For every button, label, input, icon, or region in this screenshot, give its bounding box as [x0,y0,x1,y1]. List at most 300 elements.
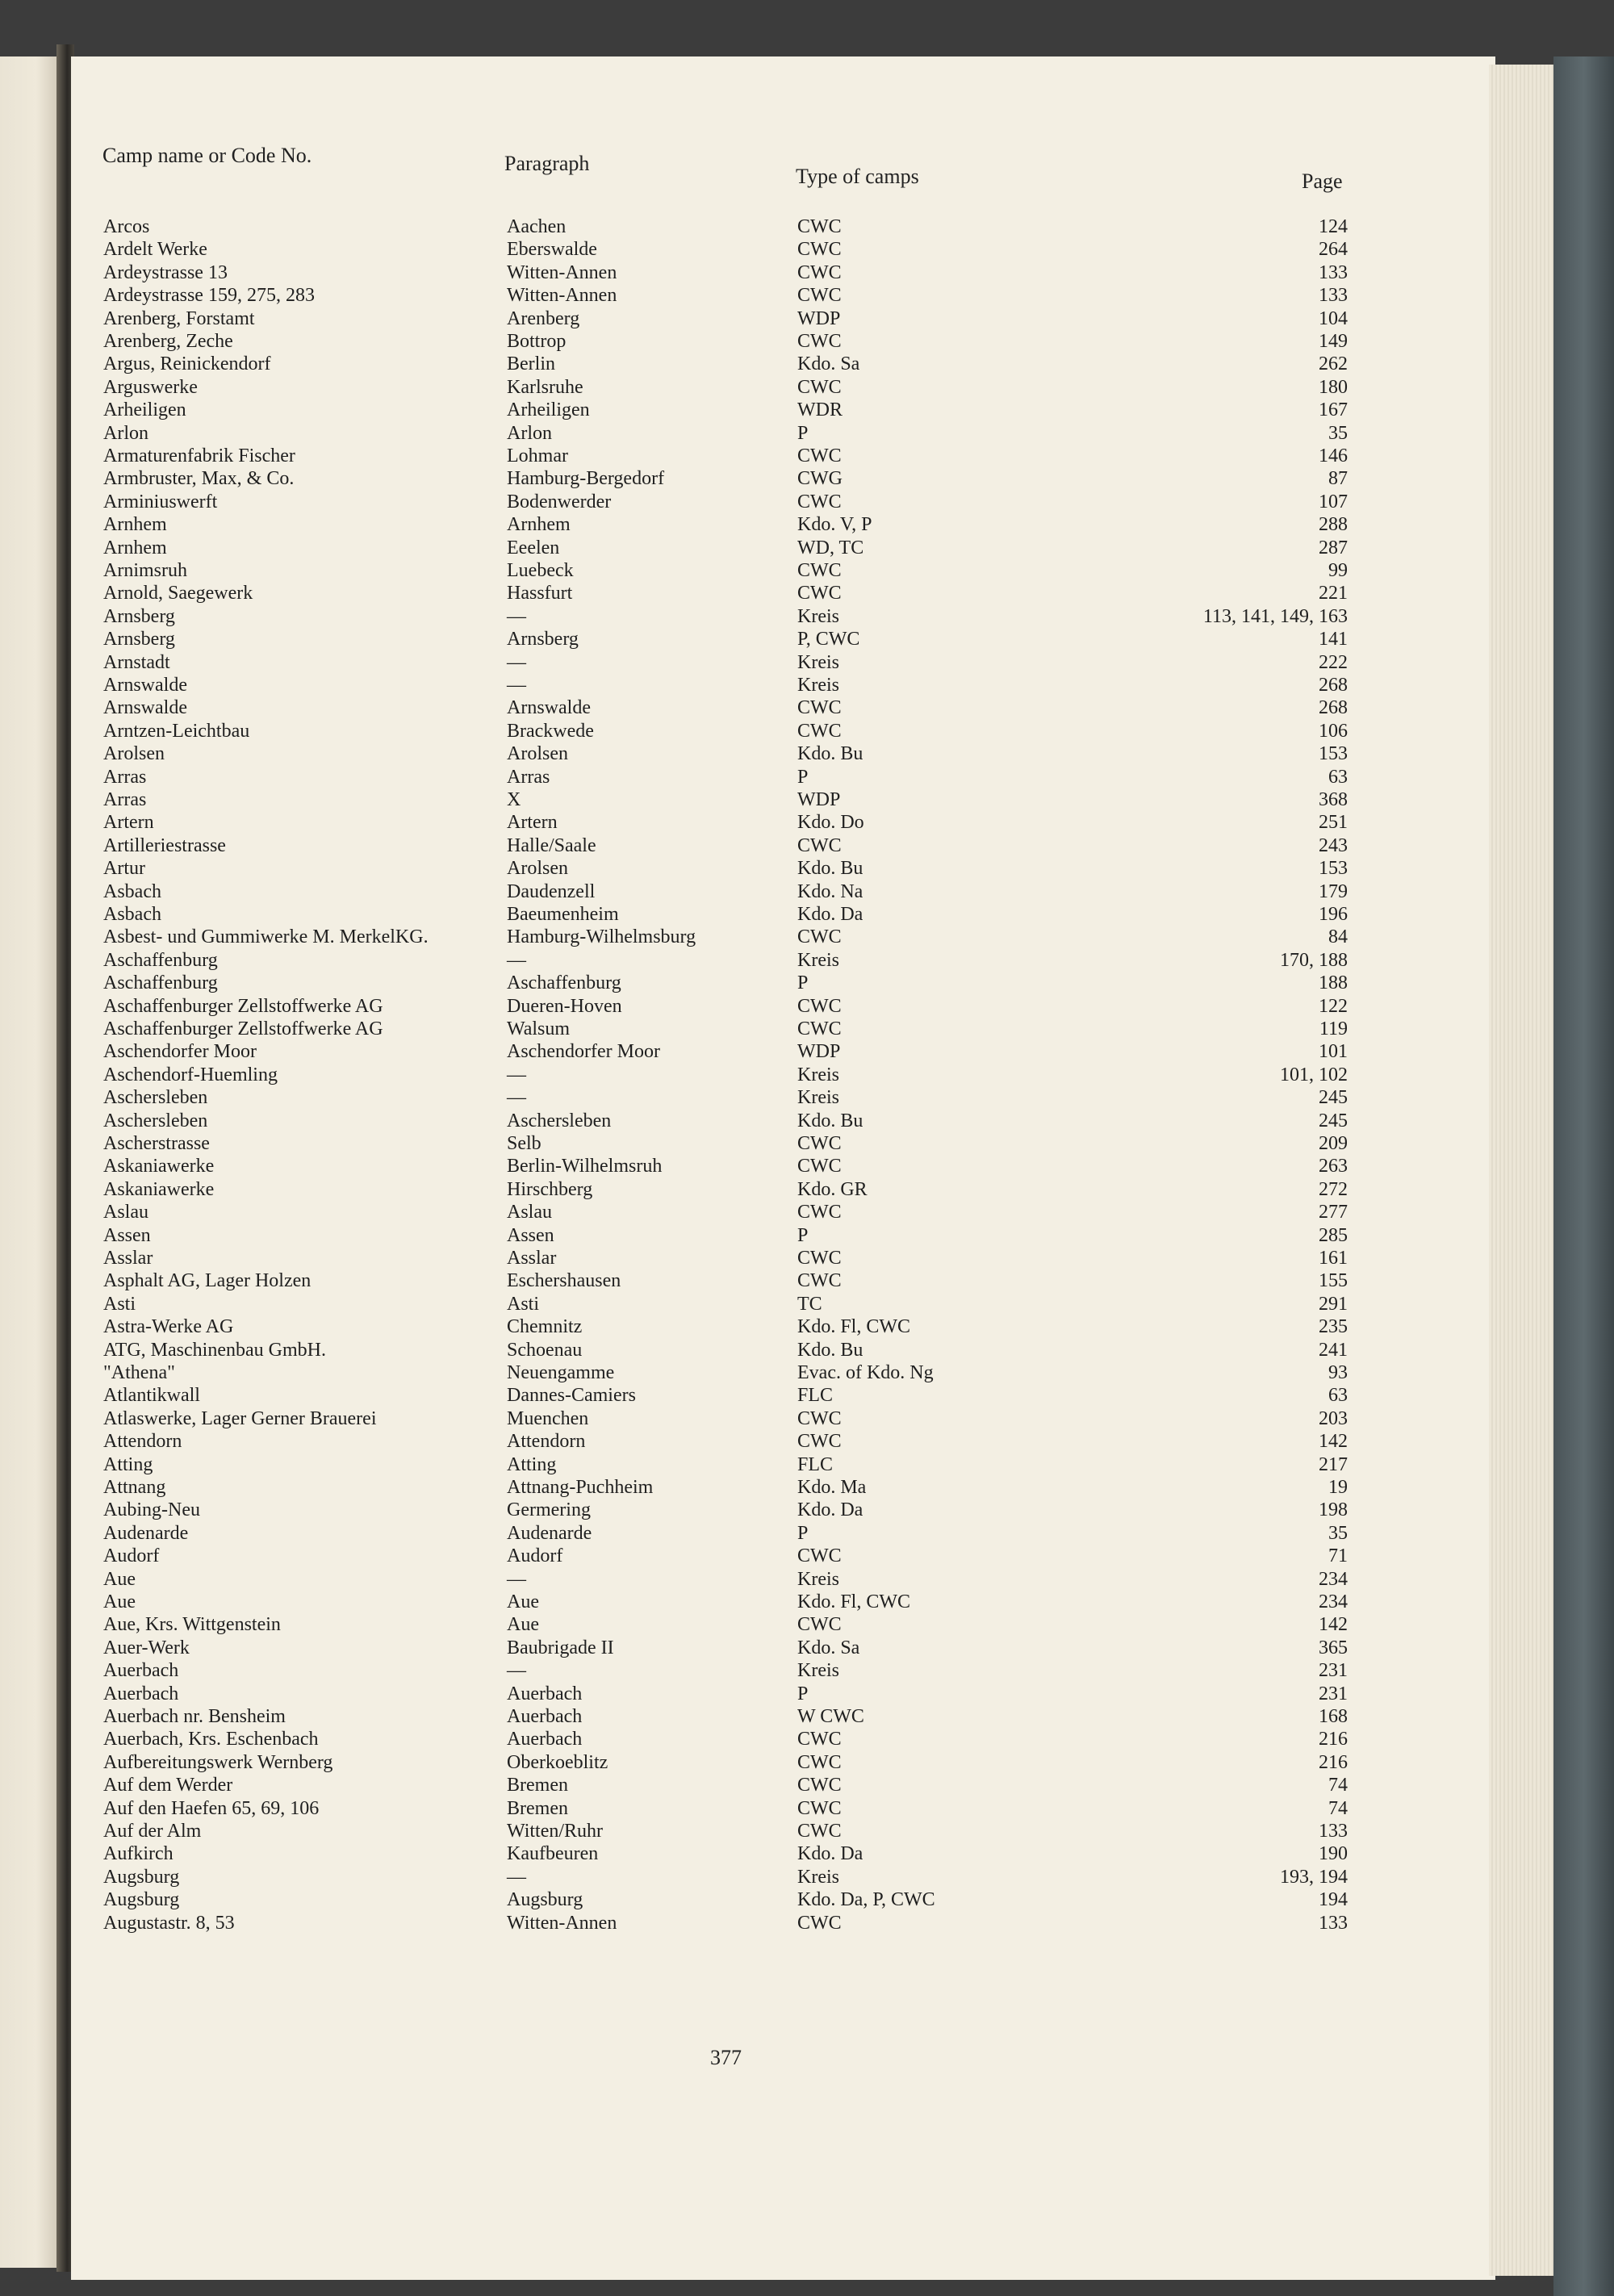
paragraph-cell: — [507,651,526,673]
page-cell: 188 [1319,972,1348,994]
paragraph-cell: Germering [507,1499,591,1521]
book-cover [1553,56,1614,2296]
type-cell: Kreis [797,1087,839,1109]
paragraph-cell: Eberswalde [507,239,597,261]
type-cell: P [797,1224,809,1246]
type-cell: Kreis [797,1064,839,1085]
type-cell: Kdo. Fl, CWC [797,1591,911,1612]
type-cell: CWC [797,926,842,948]
table-row [0,1889,1489,1912]
page-cell: 71 [1328,1545,1348,1567]
table-row [0,1660,1489,1683]
table-row [0,468,1489,491]
type-cell: CWC [797,239,842,261]
table-row [0,514,1489,537]
table-row [0,950,1489,972]
camp-name-cell: Ascherstrasse [103,1133,210,1154]
table-row [0,560,1489,583]
paragraph-cell: Arras [507,766,550,788]
type-cell: Evac. of Kdo. Ng [797,1362,934,1383]
camp-name-cell: Arheiligen [103,399,186,421]
type-cell: Kdo. GR [797,1178,868,1200]
paragraph-cell: Audenarde [507,1522,592,1544]
table-row [0,926,1489,949]
camp-name-cell: Auer-Werk [103,1637,190,1658]
type-cell: Kdo. Sa [797,353,860,375]
camp-name-cell: Aschendorf-Huemling [103,1064,278,1085]
table-row [0,1569,1489,1591]
paragraph-cell: Muenchen [507,1407,589,1429]
type-cell: P [797,972,809,994]
page-cell: 221 [1319,583,1348,604]
page-cell: 122 [1319,995,1348,1017]
type-cell: CWC [797,331,842,352]
type-cell: W CWC [797,1706,864,1727]
paragraph-cell: — [507,1866,526,1888]
camp-name-cell: Aue [103,1568,136,1590]
paragraph-cell: Aue [507,1614,539,1636]
table-row [0,1362,1489,1385]
paragraph-cell: Halle/Saale [507,834,596,856]
paragraph-cell: Eschershausen [507,1270,621,1292]
type-cell: CWC [797,1729,842,1750]
type-cell: Kdo. V, P [797,514,872,536]
page-cell: 180 [1319,376,1348,398]
page-cell: 263 [1319,1156,1348,1177]
page-cell: 74 [1328,1797,1348,1819]
table-row [0,537,1489,560]
type-cell: Kreis [797,651,839,673]
paragraph-cell: Aachen [507,216,567,237]
page-cell: 155 [1319,1270,1348,1292]
camp-name-cell: Arminiuswerft [103,491,218,512]
page-cell: 268 [1319,675,1348,696]
paragraph-cell: Hamburg-Wilhelmsburg [507,926,696,948]
paragraph-cell: Attendorn [507,1431,586,1453]
table-row [0,216,1489,239]
table-row [0,1637,1489,1660]
camp-name-cell: Armbruster, Max, & Co. [103,468,295,490]
type-cell: P [797,766,809,788]
paragraph-cell: Artern [507,812,558,834]
table-row [0,1408,1489,1431]
type-cell: CWC [797,1614,842,1636]
type-cell: CWC [797,1821,842,1842]
page-cell: 193, 194 [1280,1866,1348,1888]
page-cell: 203 [1319,1407,1348,1429]
paragraph-cell: Witten/Ruhr [507,1821,604,1842]
page-cell: 170, 188 [1280,949,1348,971]
page-cell: 365 [1319,1637,1348,1658]
table-row [0,629,1489,651]
camp-name-cell: Arnhem [103,514,167,536]
paragraph-cell: — [507,1660,526,1682]
table-row [0,1041,1489,1064]
page-cell: 101 [1319,1041,1348,1063]
paragraph-cell: Dueren-Hoven [507,995,622,1017]
camp-name-cell: Auf den Haefen 65, 69, 106 [103,1797,320,1819]
page-cell: 119 [1319,1018,1348,1039]
page-cell: 142 [1319,1431,1348,1453]
type-cell: CWC [797,261,842,283]
camp-name-cell: Auerbach [103,1660,179,1682]
page-cell: 63 [1328,1385,1348,1407]
paragraph-cell: Asti [507,1293,540,1315]
page-cell: 288 [1319,514,1348,536]
camp-name-cell: Auerbach, Krs. Eschenbach [103,1729,319,1750]
camp-name-cell: Aschersleben [103,1087,208,1109]
paragraph-cell: Bremen [507,1775,568,1796]
page-cell: 168 [1319,1706,1348,1727]
page-cell: 285 [1319,1224,1348,1246]
type-cell: CWC [797,697,842,719]
table-row [0,1248,1489,1270]
page-cell: 190 [1319,1843,1348,1865]
camp-name-cell: Auerbach nr. Bensheim [103,1706,286,1727]
page-cell: 141 [1319,629,1348,650]
camp-name-cell: Auf dem Werder [103,1775,233,1796]
table-row [0,239,1489,261]
table-row [0,812,1489,834]
page-cell: 124 [1319,216,1348,237]
paragraph-cell: Baubrigade II [507,1637,614,1658]
table-row [0,1316,1489,1339]
paragraph-cell: — [507,1064,526,1085]
camp-name-cell: Aschersleben [103,1110,208,1131]
type-cell: WDP [797,307,841,329]
paragraph-cell: Selb [507,1133,541,1154]
type-cell: Kdo. Fl, CWC [797,1316,911,1338]
paragraph-cell: Oberkoeblitz [507,1751,608,1773]
paragraph-cell: — [507,1568,526,1590]
type-cell: Kdo. Do [797,812,864,834]
type-cell: Kdo. Bu [797,1339,863,1361]
type-cell: CWC [797,1912,842,1934]
paragraph-cell: Aue [507,1591,539,1612]
type-cell: Kreis [797,949,839,971]
type-cell: WDP [797,789,841,810]
camp-name-cell: Asbach [103,880,161,902]
paragraph-cell: Hamburg-Bergedorf [507,468,665,490]
camp-name-cell: Artilleriestrasse [103,834,226,856]
type-cell: CWC [797,1248,842,1269]
table-row [0,1270,1489,1293]
type-cell: Kdo. Da, P, CWC [797,1889,935,1911]
page-cell: 231 [1319,1683,1348,1704]
table-row [0,331,1489,353]
page-cell: 272 [1319,1178,1348,1200]
camp-name-cell: Aue [103,1591,136,1612]
table-row [0,1523,1489,1545]
type-cell: CWC [797,1133,842,1154]
paragraph-cell: Aschendorfer Moor [507,1041,660,1063]
type-cell: Kdo. Da [797,1499,863,1521]
page-cell: 234 [1319,1568,1348,1590]
table-row [0,1545,1489,1568]
table-row [0,445,1489,468]
paragraph-cell: Kaufbeuren [507,1843,599,1865]
camp-name-cell: Ardeystrasse 159, 275, 283 [103,285,315,307]
page-cell: 216 [1319,1729,1348,1750]
paragraph-cell: Hirschberg [507,1178,593,1200]
paragraph-cell: Baeumenheim [507,904,619,925]
camp-name-cell: Asphalt AG, Lager Holzen [103,1270,312,1292]
camp-name-cell: Augustastr. 8, 53 [103,1912,235,1934]
type-cell: TC [797,1293,822,1315]
paragraph-cell: Arlon [507,422,552,444]
table-row [0,1913,1489,1935]
page-cell: 153 [1319,743,1348,765]
table-row [0,1614,1489,1637]
table-row [0,675,1489,697]
page-cell: 107 [1319,491,1348,512]
page-cell: 209 [1319,1133,1348,1154]
camp-name-cell: Attendorn [103,1431,182,1453]
type-cell: Kreis [797,1660,839,1682]
table-row [0,606,1489,629]
type-cell: P, CWC [797,629,860,650]
camp-name-cell: Arenberg, Zeche [103,331,233,352]
page-cell: 368 [1319,789,1348,810]
table-row [0,1798,1489,1821]
table-row [0,1110,1489,1133]
type-cell: CWC [797,285,842,307]
paragraph-cell: Eeelen [507,537,560,558]
camp-name-cell: Arnswalde [103,697,187,719]
paragraph-cell: Arheiligen [507,399,590,421]
page-cell: 287 [1319,537,1348,558]
table-row [0,972,1489,995]
header-type: Type of camps [796,165,919,188]
type-cell: CWC [797,583,842,604]
table-row [0,1867,1489,1889]
page-cell: 161 [1319,1248,1348,1269]
paragraph-cell: Auerbach [507,1706,583,1727]
page-cell: 99 [1328,560,1348,581]
paragraph-cell: Dannes-Camiers [507,1385,636,1407]
page-cell: 133 [1319,1912,1348,1934]
table-row [0,1454,1489,1477]
page-cell: 243 [1319,834,1348,856]
paragraph-cell: Augsburg [507,1889,583,1911]
camp-name-cell: Arntzen-Leichtbau [103,720,250,742]
type-cell: CWC [797,1018,842,1039]
table-row [0,353,1489,376]
type-cell: P [797,422,809,444]
type-cell: CWC [797,1431,842,1453]
page-cell: 106 [1319,720,1348,742]
table-row [0,399,1489,422]
type-cell: Kreis [797,675,839,696]
type-cell: CWC [797,1202,842,1223]
page-cell: 133 [1319,285,1348,307]
type-cell: CWG [797,468,843,490]
camp-name-cell: Arnimsruh [103,560,187,581]
camp-name-cell: Audorf [103,1545,160,1567]
camp-name-cell: "Athena" [103,1362,175,1383]
camp-name-cell: Asslar [103,1248,153,1269]
camp-name-cell: Aschaffenburger Zellstoffwerke AG [103,995,383,1017]
camp-name-cell: Arlon [103,422,148,444]
paragraph-cell: Aslau [507,1202,552,1223]
table-row [0,491,1489,514]
type-cell: WDP [797,1041,841,1063]
table-row [0,1064,1489,1087]
camp-name-cell: Aslau [103,1202,148,1223]
table-row [0,1202,1489,1224]
page-cell: 241 [1319,1339,1348,1361]
paragraph-cell: Lohmar [507,445,568,466]
camp-name-cell: Atlaswerke, Lager Gerner Brauerei [103,1407,377,1429]
page-cell: 35 [1328,422,1348,444]
camp-name-cell: Arenberg, Forstamt [103,307,255,329]
camp-name-cell: Aschaffenburg [103,949,218,971]
paragraph-cell: Auerbach [507,1729,583,1750]
type-cell: FLC [797,1453,834,1475]
paragraph-cell: Aschaffenburg [507,972,621,994]
camp-name-cell: Astra-Werke AG [103,1316,234,1338]
camp-name-cell: Aubing-Neu [103,1499,200,1521]
paragraph-cell: Neuengamme [507,1362,615,1383]
table-row [0,1775,1489,1797]
page-cell: 222 [1319,651,1348,673]
camp-name-cell: Arnswalde [103,675,187,696]
page-cell: 104 [1319,307,1348,329]
page-cell: 146 [1319,445,1348,466]
camp-name-cell: Audenarde [103,1522,189,1544]
page-cell: 84 [1328,926,1348,948]
header-camp-name: Camp name or Code No. [102,144,312,167]
page-cell: 231 [1319,1660,1348,1682]
paragraph-cell: Arnhem [507,514,571,536]
camp-name-cell: Aufkirch [103,1843,174,1865]
table-row [0,262,1489,285]
page-cell: 149 [1319,331,1348,352]
table-row [0,1729,1489,1751]
type-cell: CWC [797,1545,842,1567]
page-cell: 262 [1319,353,1348,375]
paragraph-cell: Auerbach [507,1683,583,1704]
table-row [0,858,1489,880]
paragraph-cell: Atting [507,1453,557,1475]
camp-name-cell: Assen [103,1224,151,1246]
paragraph-cell: — [507,949,526,971]
paragraph-cell: Brackwede [507,720,594,742]
type-cell: CWC [797,995,842,1017]
camp-name-cell: Arnsberg [103,629,175,650]
table-row [0,652,1489,675]
type-cell: CWC [797,1156,842,1177]
table-row [0,1821,1489,1843]
type-cell: WD, TC [797,537,864,558]
type-cell: Kdo. Ma [797,1477,867,1498]
type-cell: Kdo. Bu [797,743,863,765]
camp-name-cell: Arnsberg [103,605,175,627]
type-cell: Kdo. Bu [797,1110,863,1131]
table-row [0,1752,1489,1775]
camp-name-cell: Ardelt Werke [103,239,207,261]
camp-name-cell: Arnhem [103,537,167,558]
page-cell: 264 [1319,239,1348,261]
camp-name-cell: Augsburg [103,1866,180,1888]
table-row [0,1294,1489,1316]
page-edges [1489,65,1553,2276]
table-row [0,1133,1489,1156]
type-cell: CWC [797,1270,842,1292]
paragraph-cell: X [507,789,521,810]
paragraph-cell: — [507,1087,526,1109]
paragraph-cell: Arolsen [507,858,568,880]
type-cell: Kdo. Sa [797,1637,860,1658]
type-cell: FLC [797,1385,834,1407]
type-cell: P [797,1522,809,1544]
camp-name-cell: Asti [103,1293,136,1315]
page-cell: 235 [1319,1316,1348,1338]
type-cell: CWC [797,1797,842,1819]
page-cell: 251 [1319,812,1348,834]
page-number: 377 [710,2046,742,2069]
camp-name-cell: Augsburg [103,1889,180,1911]
table-row [0,308,1489,331]
camp-name-cell: Arras [103,766,147,788]
paragraph-cell: — [507,675,526,696]
table-row [0,1087,1489,1110]
paragraph-cell: Walsum [507,1018,571,1039]
paragraph-cell: Witten-Annen [507,261,617,283]
camp-name-cell: ATG, Maschinenbau GmbH. [103,1339,326,1361]
type-cell: CWC [797,1751,842,1773]
page-cell: 167 [1319,399,1348,421]
camp-name-cell: Aufbereitungswerk Wernberg [103,1751,333,1773]
type-cell: Kdo. Na [797,880,863,902]
paragraph-cell: Arnswalde [507,697,591,719]
paragraph-cell: Attnang-Puchheim [507,1477,654,1498]
table-row [0,1591,1489,1614]
camp-name-cell: Atting [103,1453,153,1475]
page-cell: 133 [1319,261,1348,283]
camp-name-cell: Arcos [103,216,150,237]
type-cell: CWC [797,1775,842,1796]
type-cell: Kdo. Da [797,904,863,925]
camp-name-cell: Arnstadt [103,651,170,673]
page-cell: 87 [1328,468,1348,490]
camp-name-cell: Armaturenfabrik Fischer [103,445,295,466]
type-cell: Kreis [797,605,839,627]
paragraph-cell: Arnsberg [507,629,579,650]
camp-name-cell: Arguswerke [103,376,198,398]
camp-name-cell: Atlantikwall [103,1385,200,1407]
page-cell: 179 [1319,880,1348,902]
paragraph-cell: Luebeck [507,560,574,581]
table-row [0,423,1489,445]
type-cell: CWC [797,445,842,466]
paragraph-cell: Bodenwerder [507,491,612,512]
camp-name-cell: Askaniawerke [103,1178,215,1200]
camp-name-cell: Asbest- und Gummiwerke M. MerkelKG. [103,926,429,948]
page-cell: 234 [1319,1591,1348,1612]
camp-name-cell: Asbach [103,904,161,925]
page-cell: 194 [1319,1889,1348,1911]
paragraph-cell: — [507,605,526,627]
page-cell: 63 [1328,766,1348,788]
page-cell: 245 [1319,1087,1348,1109]
table-row [0,904,1489,926]
type-cell: WDR [797,399,843,421]
camp-name-cell: Arolsen [103,743,165,765]
paragraph-cell: Arolsen [507,743,568,765]
table-row [0,697,1489,720]
paragraph-cell: Witten-Annen [507,1912,617,1934]
